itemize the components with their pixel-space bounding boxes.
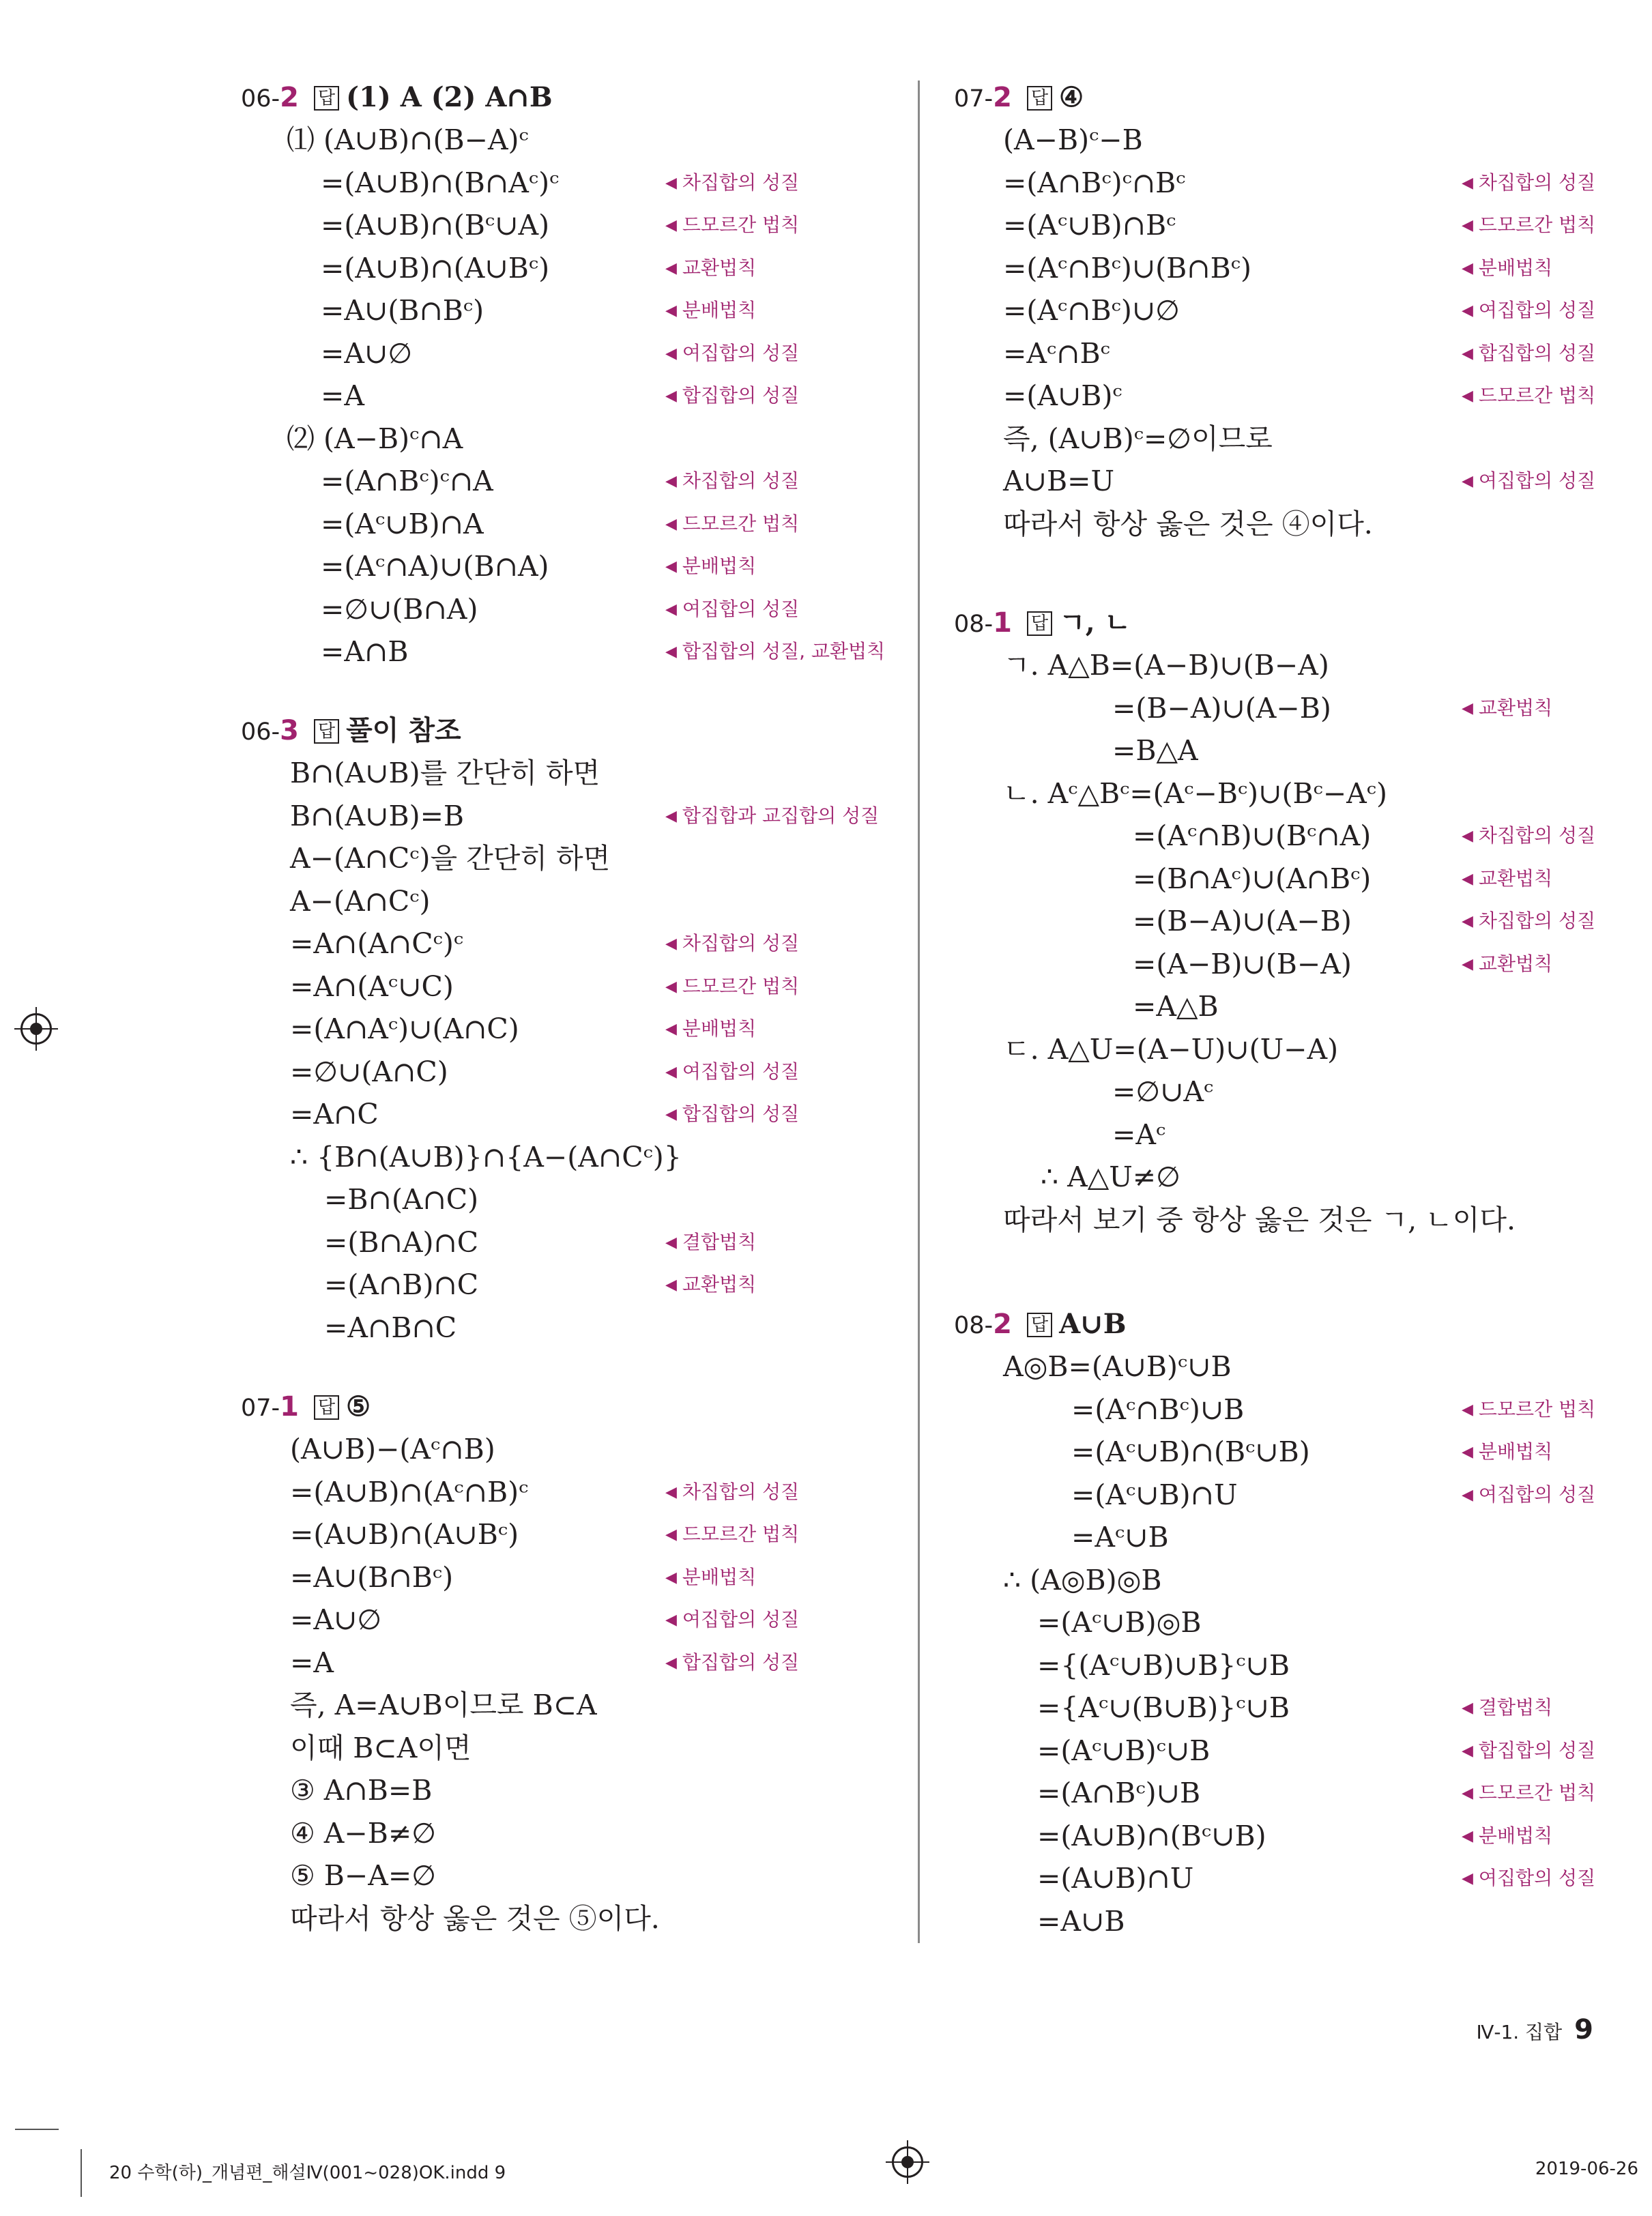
solution-line: ㄱ. A△B=(A−B)∪(B−A) <box>1003 649 1329 682</box>
solution-line: =∅∪(A∩C) <box>290 1055 448 1088</box>
registration-mark <box>20 1013 52 1045</box>
solution-line: =A∩C <box>290 1098 379 1131</box>
property-note: ◀ 차집합의 성질 <box>665 927 799 961</box>
property-note: ◀ 합집합의 성질 <box>1462 336 1595 370</box>
answer-badge: 답 <box>1027 611 1052 636</box>
property-note: ◀ 결합법칙 <box>1462 1691 1552 1725</box>
property-note: ◀ 여집합의 성질 <box>1462 464 1595 498</box>
property-note: ◀ 분배법칙 <box>665 1012 756 1046</box>
problem-number-prefix: 08- <box>954 611 994 638</box>
property-note: ◀ 합집합의 성질 <box>665 1097 799 1131</box>
solution-line: =(Aᶜ∪B)∩Bᶜ <box>1003 209 1176 242</box>
solution-line: 즉, A=A∪B이므로 B⊂A <box>290 1689 597 1721</box>
solution-line: =(B−A)∪(A−B) <box>1133 905 1352 937</box>
solution-line: =(Aᶜ∪B)∩U <box>1071 1478 1238 1511</box>
solution-line: =∅∪Aᶜ <box>1112 1075 1214 1108</box>
property-note: ◀ 차집합의 성질 <box>1462 166 1595 200</box>
solution-line: ④ A−B≠∅ <box>290 1817 436 1850</box>
solution-line: ㄴ. Aᶜ△Bᶜ=(Aᶜ−Bᶜ)∪(Bᶜ−Aᶜ) <box>1003 777 1387 810</box>
solution-line: =(A∪B)∩(A∪Bᶜ) <box>321 252 550 285</box>
solution-line: ③ A∩B=B <box>290 1774 433 1807</box>
solution-line: A∪B=U <box>1003 465 1114 497</box>
answer-value: ㄱ, ㄴ <box>1059 607 1131 639</box>
answer-value: ④ <box>1059 81 1084 113</box>
problem-number-prefix: 07- <box>954 85 994 113</box>
solution-line: =∅∪(B∩A) <box>321 593 478 626</box>
solution-line: =A∪(B∩Bᶜ) <box>321 294 484 327</box>
solution-line: =(Aᶜ∪B)ᶜ∪B <box>1037 1734 1211 1767</box>
property-note: ◀ 합집합의 성질 <box>665 1646 799 1680</box>
property-note: ◀ 분배법칙 <box>1462 1819 1552 1853</box>
solution-line: =(Aᶜ∩A)∪(B∩A) <box>321 550 549 583</box>
crop-mark <box>15 2129 59 2130</box>
page-label <box>1477 2014 1594 2045</box>
solution-line: =(A∩Aᶜ)∪(A∩C) <box>290 1012 519 1045</box>
answer-badge: 답 <box>1027 1313 1052 1337</box>
solution-line: ∴ A△U≠∅ <box>1041 1161 1180 1193</box>
solution-line: ∴ {B∩(A∪B)}∩{A−(A∩Cᶜ)} <box>290 1141 682 1173</box>
solution-line: ={(Aᶜ∪B)∪B}ᶜ∪B <box>1037 1649 1290 1682</box>
solution-line: =(Aᶜ∩Bᶜ)∪B <box>1071 1393 1245 1426</box>
solution-line: =B∩(A∩C) <box>324 1183 479 1216</box>
solution-line: =(A∩Bᶜ)ᶜ∩Bᶜ <box>1003 166 1186 199</box>
page-number: 9 <box>1574 2014 1593 2045</box>
problem-header <box>241 81 553 115</box>
problem-header <box>954 81 1084 115</box>
footer-filename: 20 수학(하)_개념편_해설Ⅳ(001~028)OK.indd 9 <box>109 2163 506 2183</box>
property-note: ◀ 차집합의 성질 <box>1462 819 1595 853</box>
property-note: ◀ 여집합의 성질 <box>1462 1478 1595 1512</box>
answer-badge: 답 <box>314 1395 339 1420</box>
answer-value: 풀이 참조 <box>346 714 461 746</box>
property-note: ◀ 드모르간 법칙 <box>1462 208 1595 242</box>
solution-line: =A∪(B∩Bᶜ) <box>290 1561 454 1594</box>
property-note: ◀ 드모르간 법칙 <box>1462 379 1595 413</box>
solution-line: =A∩(Aᶜ∪C) <box>290 970 454 1003</box>
solution-line: 따라서 보기 중 항상 옳은 것은 ㄱ, ㄴ이다. <box>1003 1204 1516 1236</box>
solution-line: 즉, (A∪B)ᶜ=∅이므로 <box>1003 422 1273 455</box>
solution-line: =A∪∅ <box>290 1603 382 1636</box>
property-note: ◀ 드모르간 법칙 <box>665 507 799 541</box>
solution-line: 이때 B⊂A이면 <box>290 1732 472 1764</box>
solution-line: =(B∩Aᶜ)∪(A∩Bᶜ) <box>1133 862 1372 895</box>
solution-line: ∴ (A◎B)◎B <box>1003 1564 1162 1597</box>
answer-value: A∪B <box>1059 1308 1127 1340</box>
solution-line: ⑴ (A∪B)∩(B−A)ᶜ <box>287 123 529 156</box>
solution-line: =A△B <box>1133 990 1219 1023</box>
solution-line: ={Aᶜ∪(B∪B)}ᶜ∪B <box>1037 1691 1290 1724</box>
solution-line: =A <box>321 379 364 412</box>
solution-line: =A∩B∩C <box>324 1311 457 1344</box>
property-note: ◀ 교환법칙 <box>665 1268 756 1302</box>
property-note: ◀ 분배법칙 <box>665 293 756 327</box>
property-note: ◀ 드모르간 법칙 <box>665 208 799 242</box>
problem-number-suffix: 3 <box>280 715 300 746</box>
solution-line: =(Aᶜ∩B)∪(Bᶜ∩A) <box>1133 819 1372 852</box>
solution-line: =(Aᶜ∪B)∩A <box>321 508 484 540</box>
solution-line: =(A∪B)∩(Bᶜ∪B) <box>1037 1820 1266 1852</box>
solution-line: =(A∩Bᶜ)ᶜ∩A <box>321 465 493 497</box>
property-note: ◀ 여집합의 성질 <box>665 1055 799 1089</box>
solution-line: =(Aᶜ∩Bᶜ)∪(B∩Bᶜ) <box>1003 252 1251 285</box>
solution-line: =(B−A)∪(A−B) <box>1112 692 1331 725</box>
problem-header <box>954 606 1131 640</box>
property-note: ◀ 교환법칙 <box>1462 862 1552 896</box>
solution-line: A−(A∩Cᶜ)을 간단히 하면 <box>290 842 611 875</box>
property-note: ◀ 분배법칙 <box>1462 251 1552 285</box>
solution-line: 따라서 항상 옳은 것은 ⑤이다. <box>290 1902 660 1935</box>
problem-number-prefix: 08- <box>954 1312 994 1339</box>
property-note: ◀ 분배법칙 <box>1462 1435 1552 1469</box>
solution-line: ⑵ (A−B)ᶜ∩A <box>287 422 463 455</box>
answer-badge: 답 <box>1027 86 1052 111</box>
solution-line: =A∪B <box>1037 1905 1125 1938</box>
property-note: ◀ 여집합의 성질 <box>665 592 799 626</box>
problem-number-prefix: 07- <box>241 1395 280 1422</box>
property-note: ◀ 결합법칙 <box>665 1225 756 1259</box>
solution-line: =(A∪B)∩(Aᶜ∩B)ᶜ <box>290 1476 529 1508</box>
property-note: ◀ 분배법칙 <box>665 549 756 583</box>
answer-badge: 답 <box>314 719 339 744</box>
column-divider <box>918 81 920 1943</box>
answer-badge: 답 <box>314 86 339 111</box>
problem-number-suffix: 2 <box>993 82 1013 113</box>
property-note: ◀ 여집합의 성질 <box>665 1603 799 1637</box>
solution-line: A−(A∩Cᶜ) <box>290 885 431 918</box>
solution-line: =A∪∅ <box>321 337 413 370</box>
property-note: ◀ 교환법칙 <box>665 251 756 285</box>
problem-header <box>241 1390 371 1424</box>
property-note: ◀ 차집합의 성질 <box>665 166 799 200</box>
solution-line: =A∩(A∩Cᶜ)ᶜ <box>290 927 464 960</box>
answer-value: ⑤ <box>346 1390 371 1423</box>
property-note: ◀ 합집합의 성질 <box>1462 1734 1595 1768</box>
solution-line: =A <box>290 1646 334 1679</box>
solution-line: =B△A <box>1112 734 1198 767</box>
registration-mark <box>892 2146 923 2178</box>
property-note: ◀ 드모르간 법칙 <box>665 1517 799 1551</box>
solution-line: =Aᶜ∩Bᶜ <box>1003 337 1110 370</box>
solution-line: (A−B)ᶜ−B <box>1003 123 1143 156</box>
solution-line: =(Aᶜ∪B)◎B <box>1037 1606 1202 1639</box>
solution-line: =(A∪B)∩(A∪Bᶜ) <box>290 1518 519 1551</box>
solution-line: A◎B=(A∪B)ᶜ∪B <box>1003 1350 1232 1383</box>
property-note: ◀ 합집합의 성질, 교환법칙 <box>665 635 885 669</box>
solution-line: =Aᶜ∪B <box>1071 1521 1169 1554</box>
property-note: ◀ 드모르간 법칙 <box>1462 1776 1595 1810</box>
solution-line: =(A−B)∪(B−A) <box>1133 948 1352 980</box>
property-note: ◀ 합집합의 성질 <box>665 379 799 413</box>
problem-number-suffix: 2 <box>993 1309 1013 1340</box>
property-note: ◀ 교환법칙 <box>1462 947 1552 981</box>
footer-date: 2019-06-26 <box>1535 2159 1638 2179</box>
solution-line: =Aᶜ <box>1112 1118 1166 1151</box>
problem-number-suffix: 1 <box>993 607 1013 639</box>
solution-line: =(A∪B)∩(Bᶜ∪A) <box>321 209 550 242</box>
problem-header <box>241 714 461 748</box>
problem-number-prefix: 06- <box>241 85 280 113</box>
problem-number-suffix: 1 <box>280 1391 300 1423</box>
property-note: ◀ 여집합의 성질 <box>1462 1861 1595 1895</box>
solution-line: =(Aᶜ∩Bᶜ)∪∅ <box>1003 294 1180 327</box>
solution-line: =(A∪B)ᶜ <box>1003 379 1122 412</box>
solution-line: =(A∩Bᶜ)∪B <box>1037 1777 1201 1809</box>
property-note: ◀ 드모르간 법칙 <box>665 970 799 1004</box>
solution-line: B∩(A∪B)=B <box>290 800 465 832</box>
solution-line: =(B∩A)∩C <box>324 1226 479 1259</box>
property-note: ◀ 여집합의 성질 <box>665 336 799 370</box>
solution-line: 따라서 항상 옳은 것은 ④이다. <box>1003 508 1373 540</box>
solution-line: ㄷ. A△U=(A−U)∪(U−A) <box>1003 1033 1339 1066</box>
crop-mark <box>81 2149 82 2197</box>
solution-line: B∩(A∪B)를 간단히 하면 <box>290 757 600 789</box>
property-note: ◀ 교환법칙 <box>1462 691 1552 725</box>
solution-line: =A∩B <box>321 635 409 668</box>
property-note: ◀ 합집합과 교집합의 성질 <box>665 799 879 833</box>
problem-header <box>954 1307 1127 1341</box>
solution-line: =(Aᶜ∪B)∩(Bᶜ∪B) <box>1071 1435 1310 1468</box>
solution-line: =(A∪B)∩U <box>1037 1862 1194 1895</box>
solution-line: (A∪B)−(Aᶜ∩B) <box>290 1433 495 1466</box>
solution-line: =(A∪B)∩(B∩Aᶜ)ᶜ <box>321 166 560 199</box>
problem-number-prefix: 06- <box>241 718 280 746</box>
property-note: ◀ 여집합의 성질 <box>1462 293 1595 327</box>
property-note: ◀ 차집합의 성질 <box>665 1475 799 1509</box>
property-note: ◀ 분배법칙 <box>665 1560 756 1594</box>
property-note: ◀ 차집합의 성질 <box>1462 904 1595 938</box>
property-note: ◀ 차집합의 성질 <box>665 464 799 498</box>
problem-number-suffix: 2 <box>280 82 300 113</box>
answer-value: (1) A (2) A∩B <box>346 81 553 113</box>
solution-line: =(A∩B)∩C <box>324 1268 479 1301</box>
property-note: ◀ 드모르간 법칙 <box>1462 1393 1595 1427</box>
solution-line: ⑤ B−A=∅ <box>290 1859 436 1892</box>
section-title: Ⅳ-1. 집합 <box>1476 2021 1563 2043</box>
